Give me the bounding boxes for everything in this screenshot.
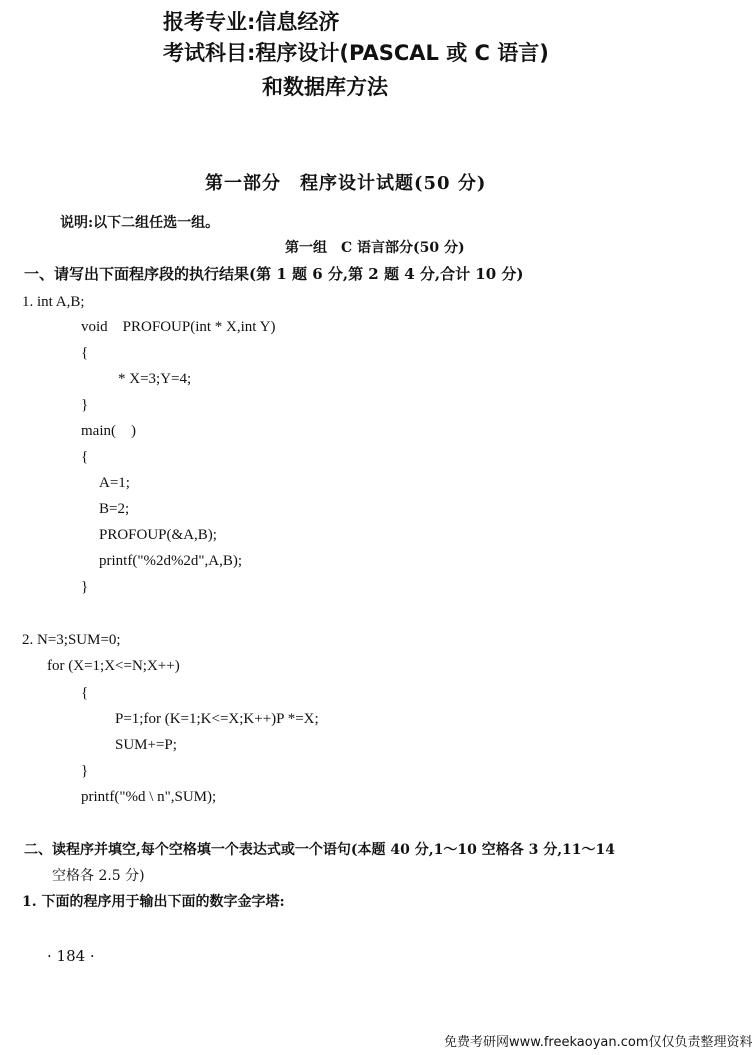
code-line: main( ) xyxy=(81,423,136,439)
code-line: 2. N=3;SUM=0; xyxy=(22,632,121,648)
section1-title: 一、请写出下面程序段的执行结果(第 1 题 6 分,第 2 题 4 分,合计 10 分) xyxy=(24,265,524,283)
header-subject-cont: 和数据库方法 xyxy=(262,75,388,99)
code-line: { xyxy=(81,345,89,361)
group-title: 第一组 C 语言部分(50 分) xyxy=(285,240,465,256)
footer-watermark: 免费考研网www.freekaoyan.com仅仅负责整理资料 xyxy=(444,1035,753,1050)
code-line: printf("%2d%2d",A,B); xyxy=(99,553,243,569)
code-line: SUM+=P; xyxy=(115,737,177,753)
code-line: } xyxy=(81,763,89,779)
header-subject: 考试科目:程序设计(PASCAL 或 C 语言) xyxy=(163,41,549,65)
instruction-note: 说明:以下二组任选一组。 xyxy=(60,215,220,231)
code-line: for (X=1;X<=N;X++) xyxy=(47,658,180,674)
code-line: PROFOUP(&A,B); xyxy=(99,527,217,543)
code-line: } xyxy=(81,579,89,595)
section2-title: 二、读程序并填空,每个空格填一个表达式或一个语句(本题 40 分,1～10 空格各 3 分,11～14 xyxy=(24,842,616,858)
code-line: P=1;for (K=1;K<=X;K++)P *=X; xyxy=(115,711,319,727)
code-line: void PROFOUP(int * X,int Y) xyxy=(81,319,276,335)
part-title: 第一部分 程序设计试题(50 分) xyxy=(205,173,487,194)
header-major: 报考专业:信息经济 xyxy=(163,10,340,34)
code-line: 1. int A,B; xyxy=(22,294,85,310)
code-line: * X=3;Y=4; xyxy=(118,371,192,387)
page-number: · 184 · xyxy=(47,947,95,965)
section2-title-cont: 空格各 2.5 分) xyxy=(52,868,145,884)
code-line: printf("%d \ n",SUM); xyxy=(81,789,217,805)
code-line: B=2; xyxy=(99,501,130,517)
code-line: } xyxy=(81,397,89,413)
code-line: { xyxy=(81,685,89,701)
code-line: { xyxy=(81,449,89,465)
section2-question1: 1. 下面的程序用于输出下面的数字金字塔: xyxy=(22,894,285,910)
code-line: A=1; xyxy=(99,475,130,491)
